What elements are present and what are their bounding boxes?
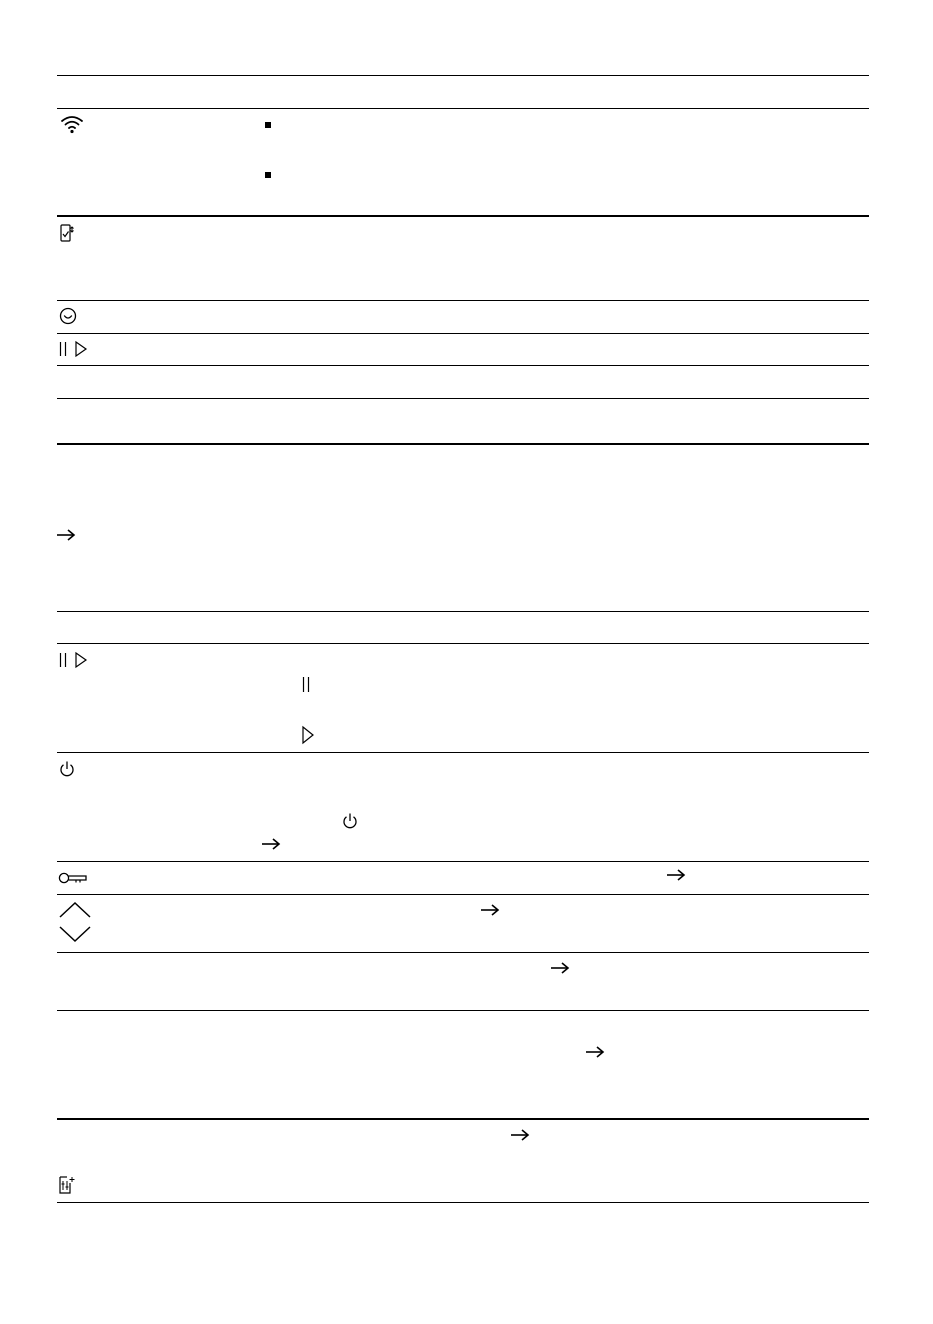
arrow-right-icon (550, 961, 570, 975)
play-icon (302, 726, 314, 744)
wifi-icon (60, 114, 84, 134)
arrow-right-icon (480, 903, 500, 917)
table-rule (57, 861, 869, 862)
pause-play-icon (59, 651, 89, 669)
pause-icon (302, 676, 312, 694)
table-rule (57, 300, 869, 301)
arrow-right-icon (585, 1045, 605, 1059)
table-rule (57, 952, 869, 953)
list-bullet (265, 172, 271, 178)
table-rule (57, 365, 869, 366)
key-icon (58, 870, 88, 886)
table-rule (57, 894, 869, 895)
arrow-right-icon (56, 528, 76, 542)
power-icon (342, 812, 358, 830)
pause-play-icon (59, 340, 89, 358)
table-rule (57, 752, 869, 753)
table-rule (57, 643, 869, 644)
table-rule (57, 1118, 869, 1120)
smiley-icon (59, 307, 77, 325)
table-rule (57, 108, 869, 109)
table-rule (57, 215, 869, 217)
remote-start-icon (60, 223, 76, 243)
table-rule (57, 1010, 869, 1011)
table-rule (57, 611, 869, 612)
table-rule (57, 75, 869, 76)
arrow-right-icon (510, 1128, 530, 1142)
arrow-right-icon (261, 837, 281, 851)
table-rule (57, 333, 869, 334)
arrow-right-icon (666, 868, 686, 882)
settings-icon (59, 1176, 75, 1194)
list-bullet (265, 122, 271, 128)
chevron-down-icon (59, 925, 91, 943)
table-rule (57, 443, 869, 445)
chevron-up-icon (59, 901, 91, 919)
table-rule (57, 398, 869, 399)
table-rule (57, 1202, 869, 1203)
power-icon (59, 760, 75, 778)
